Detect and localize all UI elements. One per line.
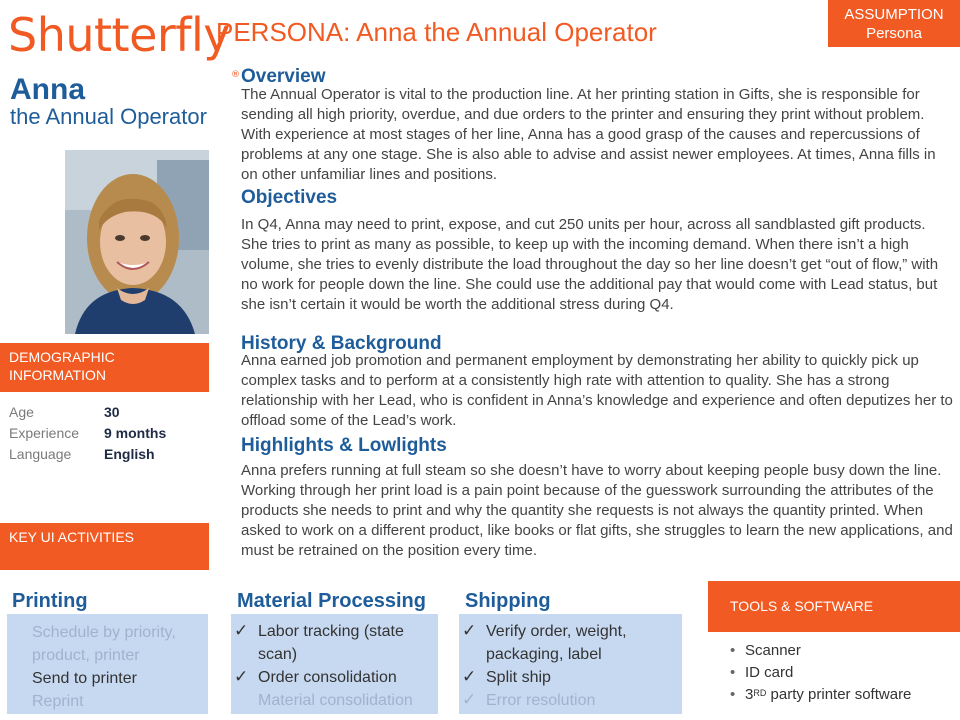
activity-item bbox=[231, 689, 438, 712]
checkmark-icon: ✓ bbox=[462, 621, 477, 641]
shipping-activities bbox=[459, 614, 682, 714]
key-ui-section-label: KEY UI ACTIVITIES bbox=[0, 523, 209, 570]
checkmark-icon: ✓ bbox=[462, 690, 477, 710]
activity-text: Labor tracking (state scan) bbox=[258, 623, 404, 663]
tool-item bbox=[730, 640, 960, 662]
badge-line-1: ASSUMPTION bbox=[844, 6, 944, 23]
assumption-badge bbox=[828, 0, 960, 47]
activity-item bbox=[231, 620, 438, 666]
badge-line-2: Persona bbox=[866, 25, 922, 42]
tools-list bbox=[708, 632, 960, 718]
history-heading: History & Background bbox=[241, 333, 442, 354]
persona-photo bbox=[65, 150, 209, 334]
activity-text: Verify order, weight, packaging, label bbox=[486, 623, 627, 663]
tool-text-prefix: 3 bbox=[745, 686, 754, 703]
material-processing-title: Material Processing bbox=[237, 590, 426, 612]
activity-item: Schedule by priority, product, printer bbox=[32, 624, 176, 664]
checkmark-icon: ✓ bbox=[234, 667, 249, 687]
highlights-heading: Highlights & Lowlights bbox=[241, 435, 447, 456]
demographic-label: Age bbox=[9, 404, 34, 420]
tool-text-superscript: RD bbox=[753, 688, 767, 698]
tool-text-suffix: party printer software bbox=[766, 686, 912, 703]
objectives-text: In Q4, Anna may need to print, expose, and cut 250 units per hour, across all sandblasted gift products. She tries to print as many as possible, to keep up with the incoming demand. When there isn’t a high volume, she tries to evenly distribute the load throughout the day so her line doesn’t get “out of flow,” with no work for people down the line. She could use the additional pay that would come with Lead status, but she isn’t certain it would be worth the additional stress during Q4. bbox=[241, 216, 939, 313]
bullet-icon: • bbox=[730, 664, 736, 681]
demographics-list bbox=[9, 402, 166, 465]
demographic-label: Experience bbox=[9, 425, 80, 441]
objectives-heading: Objectives bbox=[241, 187, 338, 208]
highlights-text: Anna prefers running at full steam so she doesn’t have to worry about keeping people busy down the line. Working through her print load is a pain point because of the guesswork surrounding the attributes of the products she needs to print and why the quantity she requests is not always the quantity printed. When asked to work on a different product, like books or flat gifts, she struggles to learn the new applications, and must be retrained on the position every time. bbox=[241, 462, 953, 559]
logo-text: Shutterfly bbox=[8, 8, 230, 62]
demographic-section-label: DEMOGRAPHIC INFORMATION bbox=[0, 343, 209, 392]
persona-name: Anna bbox=[10, 73, 85, 106]
activity-item bbox=[459, 666, 682, 689]
shipping-title: Shipping bbox=[465, 590, 551, 612]
activity-item bbox=[459, 620, 682, 666]
activity-text: Error resolution bbox=[486, 692, 596, 709]
page-title: PERSONA: Anna the Annual Operator bbox=[216, 17, 657, 47]
demographic-value: 9 months bbox=[104, 425, 167, 441]
registered-mark: ® bbox=[231, 70, 240, 80]
persona-role: the Annual Operator bbox=[10, 104, 207, 129]
tool-item bbox=[730, 662, 960, 684]
tool-text: ID card bbox=[745, 664, 794, 681]
bullet-icon: • bbox=[730, 686, 736, 703]
activity-item: Send to printer bbox=[32, 670, 137, 687]
activity-text: Material consolidation bbox=[258, 692, 413, 709]
activity-item: Reprint bbox=[32, 693, 84, 710]
demographic-row-language bbox=[9, 444, 166, 465]
material-processing-activities bbox=[231, 614, 438, 714]
activity-text: Order consolidation bbox=[258, 669, 397, 686]
demographic-value: English bbox=[104, 446, 155, 462]
demographic-row-age bbox=[9, 402, 166, 423]
bullet-icon: • bbox=[730, 642, 736, 659]
overview-text: The Annual Operator is vital to the production line. At her printing station in Gifts, she is responsible for sending all high priority, overdue, and due orders to the printer and ensuring they print without problem. With experience at most stages of her line, Anna has a good grasp of the causes and repercussions of problems at any one stage. She is also able to advise and assist newer employees. At times, Anna fills in on other unfamiliar lines and positions. bbox=[241, 86, 936, 183]
tool-item bbox=[730, 684, 960, 706]
checkmark-icon: ✓ bbox=[462, 667, 477, 687]
tools-section-label: TOOLS & SOFTWARE bbox=[708, 581, 960, 632]
demographic-label: Language bbox=[9, 446, 72, 462]
activity-item bbox=[459, 689, 682, 712]
demographic-value: 30 bbox=[104, 404, 120, 420]
demographic-row-experience bbox=[9, 423, 166, 444]
overview-heading: Overview bbox=[241, 66, 326, 87]
printing-activities bbox=[7, 614, 208, 714]
activity-text: Split ship bbox=[486, 669, 551, 686]
shutterfly-logo bbox=[8, 5, 240, 80]
activity-item bbox=[231, 666, 438, 689]
printing-title: Printing bbox=[12, 590, 88, 612]
checkmark-icon: ✓ bbox=[234, 621, 249, 641]
tool-text: Scanner bbox=[745, 642, 801, 659]
history-text: Anna earned job promotion and permanent employment by demonstrating her ability to quickly pick up complex tasks and to perform at a consistently high rate with attention to quality. She has a strong relationship with her Lead, who is confident in Anna’s knowledge and experience and often deputizes her to offload some of the Lead’s work. bbox=[241, 352, 953, 429]
